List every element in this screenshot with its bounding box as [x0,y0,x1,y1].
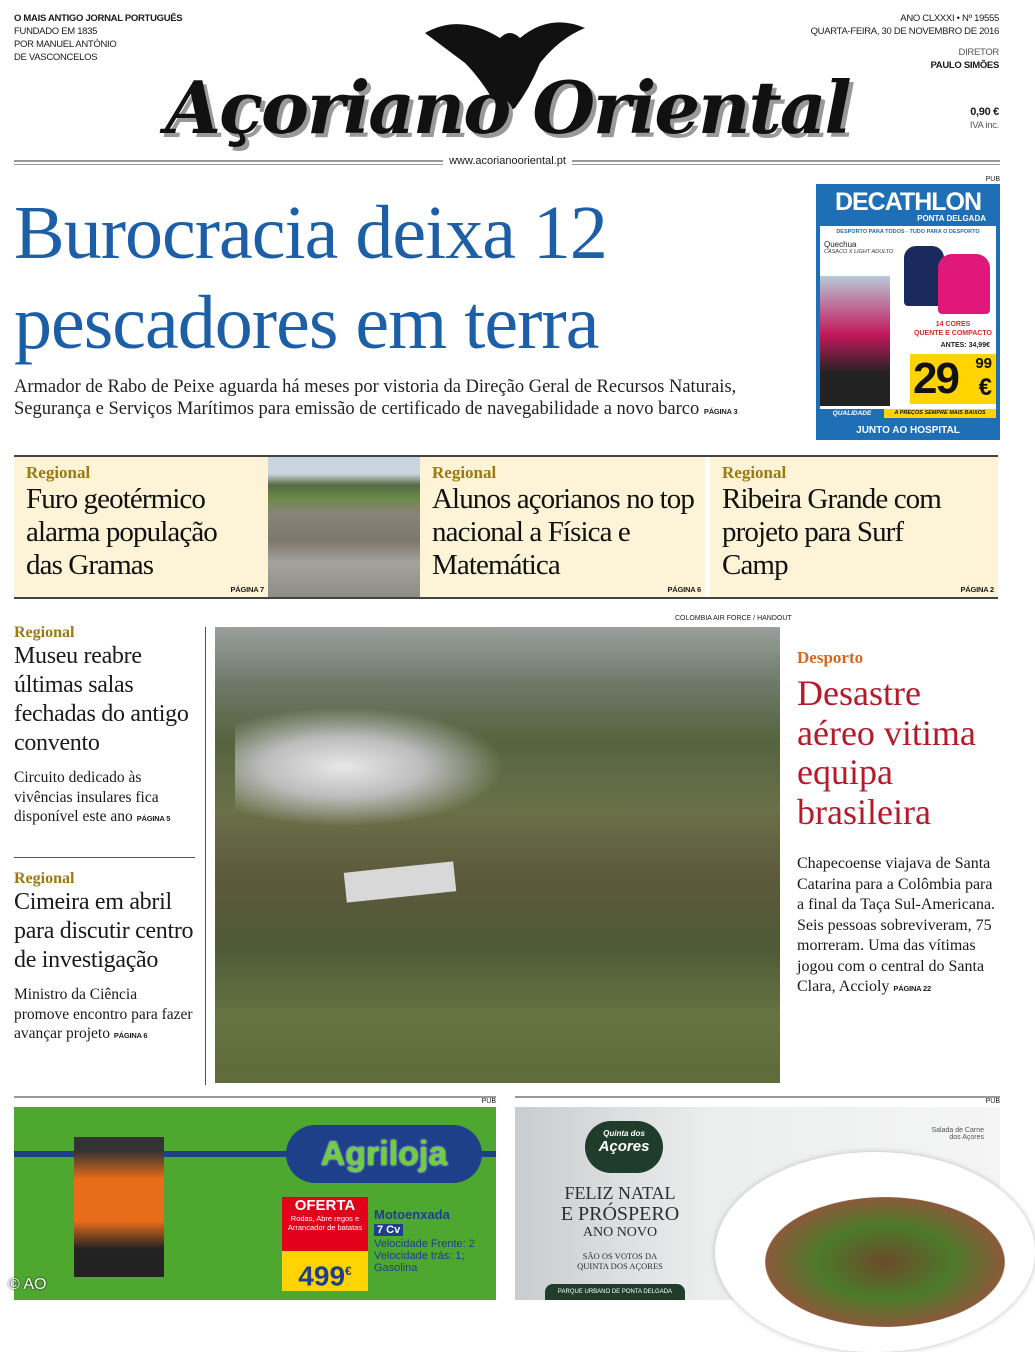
column-divider [14,857,195,858]
product-spec: Gasolina [374,1262,418,1274]
teaser-title: Alunos açorianos no top nacional a Física e Matemática [432,483,695,581]
teaser-card[interactable] [710,457,998,597]
ad-body [820,226,996,418]
offer-text: Rodas, Abre regos e Arrancador de batatas [287,1214,363,1232]
story-summit[interactable] [14,870,196,1046]
ad-features [914,320,992,338]
teaser-card[interactable] [420,457,705,597]
story-text: Chapecoense viajava de Santa Catarina para a Colômbia para a final da Taça Sul-Americana. Seis pessoas sobreviveram, 75 morreram. Uma das vítimas jogou com o central do Santa Clara, Accioly [797,855,996,995]
price: 0,90 € [970,106,999,118]
section-kicker: Regional [26,463,91,482]
ad-old-price: ANTES: 34,99€ [940,342,990,349]
lead-summary-text: Armador de Rabo de Peixe aguarda há meses por vistoria da Direção Geral de Recursos Naturais, Segurança e Serviços Marítimos para emissão de certificado de navegabilidade a novo barco [14,377,737,419]
ad-slogan: DESPORTO PARA TODOS - TUDO PARA O DESPORTO [836,229,980,235]
agriloja-ad[interactable] [8,1107,496,1300]
village-street-photo [268,457,420,597]
ad-product-info [374,1207,475,1274]
founded: FUNDADO EM 1835 [14,26,98,37]
ad-divider [14,1096,496,1105]
story-text: Ministro da Ciência promove encontro para fazer avançar projeto [14,986,193,1042]
ad-sub-brand: Quechua [824,240,857,249]
teaser-strip [14,455,998,599]
section-kicker: Regional [432,463,497,482]
director-name: PAULO SIMÕES [930,60,999,71]
ad-logo [585,1121,663,1173]
column-divider [205,627,206,1085]
votes-line: QUINTA DOS AÇORES [577,1261,663,1271]
section-kicker: Desporto [797,648,864,667]
price-currency: € [978,374,992,401]
page-ref: PÁGINA 22 [893,984,931,993]
ad-greeting [535,1183,705,1271]
offer-label: OFERTA [294,1197,356,1214]
ad-location: PARQUE URBANO DE PONTA DELGADA [545,1284,685,1300]
teaser-card[interactable] [14,457,268,597]
masthead-info-right [811,12,999,132]
votes-line: SÃO OS VOTOS DA [582,1251,658,1261]
lead-headline[interactable] [14,188,804,368]
section-kicker: Regional [14,624,75,641]
brand-line: Açores [598,1138,650,1155]
wreckage-image [235,707,505,827]
issue-date: QUARTA-FEIRA, 30 DE NOVEMBRO DE 2016 [810,26,999,37]
product-spec: Velocidade Frente: 2 [374,1238,475,1250]
page-ref: PÁGINA 6 [667,585,701,594]
salad-image [765,1197,1005,1327]
ad-store: PONTA DELGADA [917,214,986,223]
quinta-acores-ad[interactable] [515,1107,1000,1300]
page-ref: PÁGINA 3 [703,407,738,416]
ad-label: PUB [985,1098,1000,1105]
ad-quality: QUALIDADE [820,409,884,418]
lead-summary [14,376,804,423]
ad-product: CASACO X LIGHT ADULTO [824,249,894,255]
plane-crash-photo[interactable] [215,627,780,1083]
brand-line: Quinta dos [603,1129,645,1138]
ad-feature: QUENTE E COMPACTO [914,330,992,337]
wreckage-image [344,861,457,902]
greeting-line: E PRÓSPERO [560,1203,680,1225]
price-currency: € [345,1264,352,1278]
ad-low-price: A PREÇOS SEMPRE MAIS BAIXOS [884,409,996,418]
decathlon-ad[interactable] [816,184,1000,440]
story-title: Desastre aéreo vitima equipa brasileira [797,673,976,832]
ad-label: PUB [481,1098,496,1105]
greeting-line: FELIZ NATAL [564,1183,676,1203]
section-kicker: Regional [722,463,787,482]
story-title: Museu reabre últimas salas fechadas do antigo convento [14,643,189,756]
page-ref: PÁGINA 2 [960,585,994,594]
newspaper-logo[interactable]: Açoriano Oriental [165,65,850,150]
story-title: Cimeira em abril para discutir centro de investigação [14,889,194,973]
lead-headline-line: Burocracia deixa 12 [14,191,607,275]
page-ref: PÁGINA 5 [136,814,171,823]
vat-note: IVA inc. [969,120,999,131]
story-air-disaster[interactable] [797,648,1002,1000]
ad-offer [282,1197,368,1251]
copyright: © AO [8,1276,47,1293]
section-kicker: Regional [14,870,75,887]
tagline: O MAIS ANTIGO JORNAL PORTUGUÊS [14,13,183,24]
director-label: DIRETOR [958,47,999,58]
story-museum[interactable] [14,624,196,829]
ad-price [282,1251,368,1291]
ad-brand: DECATHLON [834,188,982,216]
ad-price [910,354,996,404]
product-power: 7 Cv [374,1224,403,1236]
dish-name: Salada de Carne dos Açores [931,1127,984,1141]
ad-label: PUB [985,176,1000,183]
greeting-line: ANO NOVO [582,1225,658,1240]
ad-location: JUNTO AO HOSPITAL [856,425,960,436]
founder: POR MANUEL ANTÓNIO [14,39,117,50]
teaser-title: Ribeira Grande com projeto para Surf Camp [722,483,941,581]
ad-divider [515,1096,1000,1105]
photo-credit: COLOMBIA AIR FORCE / HANDOUT [675,615,792,622]
page-ref: PÁGINA 6 [113,1031,148,1040]
issue-number: ANO CLXXXI • Nº 19555 [900,13,999,24]
story-text: Circuito dedicado às vivências insulares fica disponível este ano [14,769,159,825]
website-url[interactable]: www.acorianooriental.pt [443,155,572,167]
website-link[interactable] [0,155,1015,167]
jacket-pink-image [938,254,990,314]
ad-brand: Agriloja [286,1125,482,1183]
ad-model-photo [820,276,890,406]
price-decimal: 99 [975,355,992,372]
tiller-image [74,1137,164,1277]
masthead-info-left [14,12,182,64]
price-value: 499 [298,1260,346,1292]
ad-colors: 14 CORES [935,321,971,328]
teaser-title: Furo geotérmico alarma população das Gramas [26,483,217,581]
product-name: Motoenxada [374,1207,450,1222]
page-ref: PÁGINA 7 [230,585,264,594]
price-integer: 29 [913,354,958,403]
product-spec: Velocidade trás: 1; [374,1250,465,1262]
founder: DE VASCONCELOS [14,52,98,63]
lead-headline-line: pescadores em terra [14,281,599,365]
